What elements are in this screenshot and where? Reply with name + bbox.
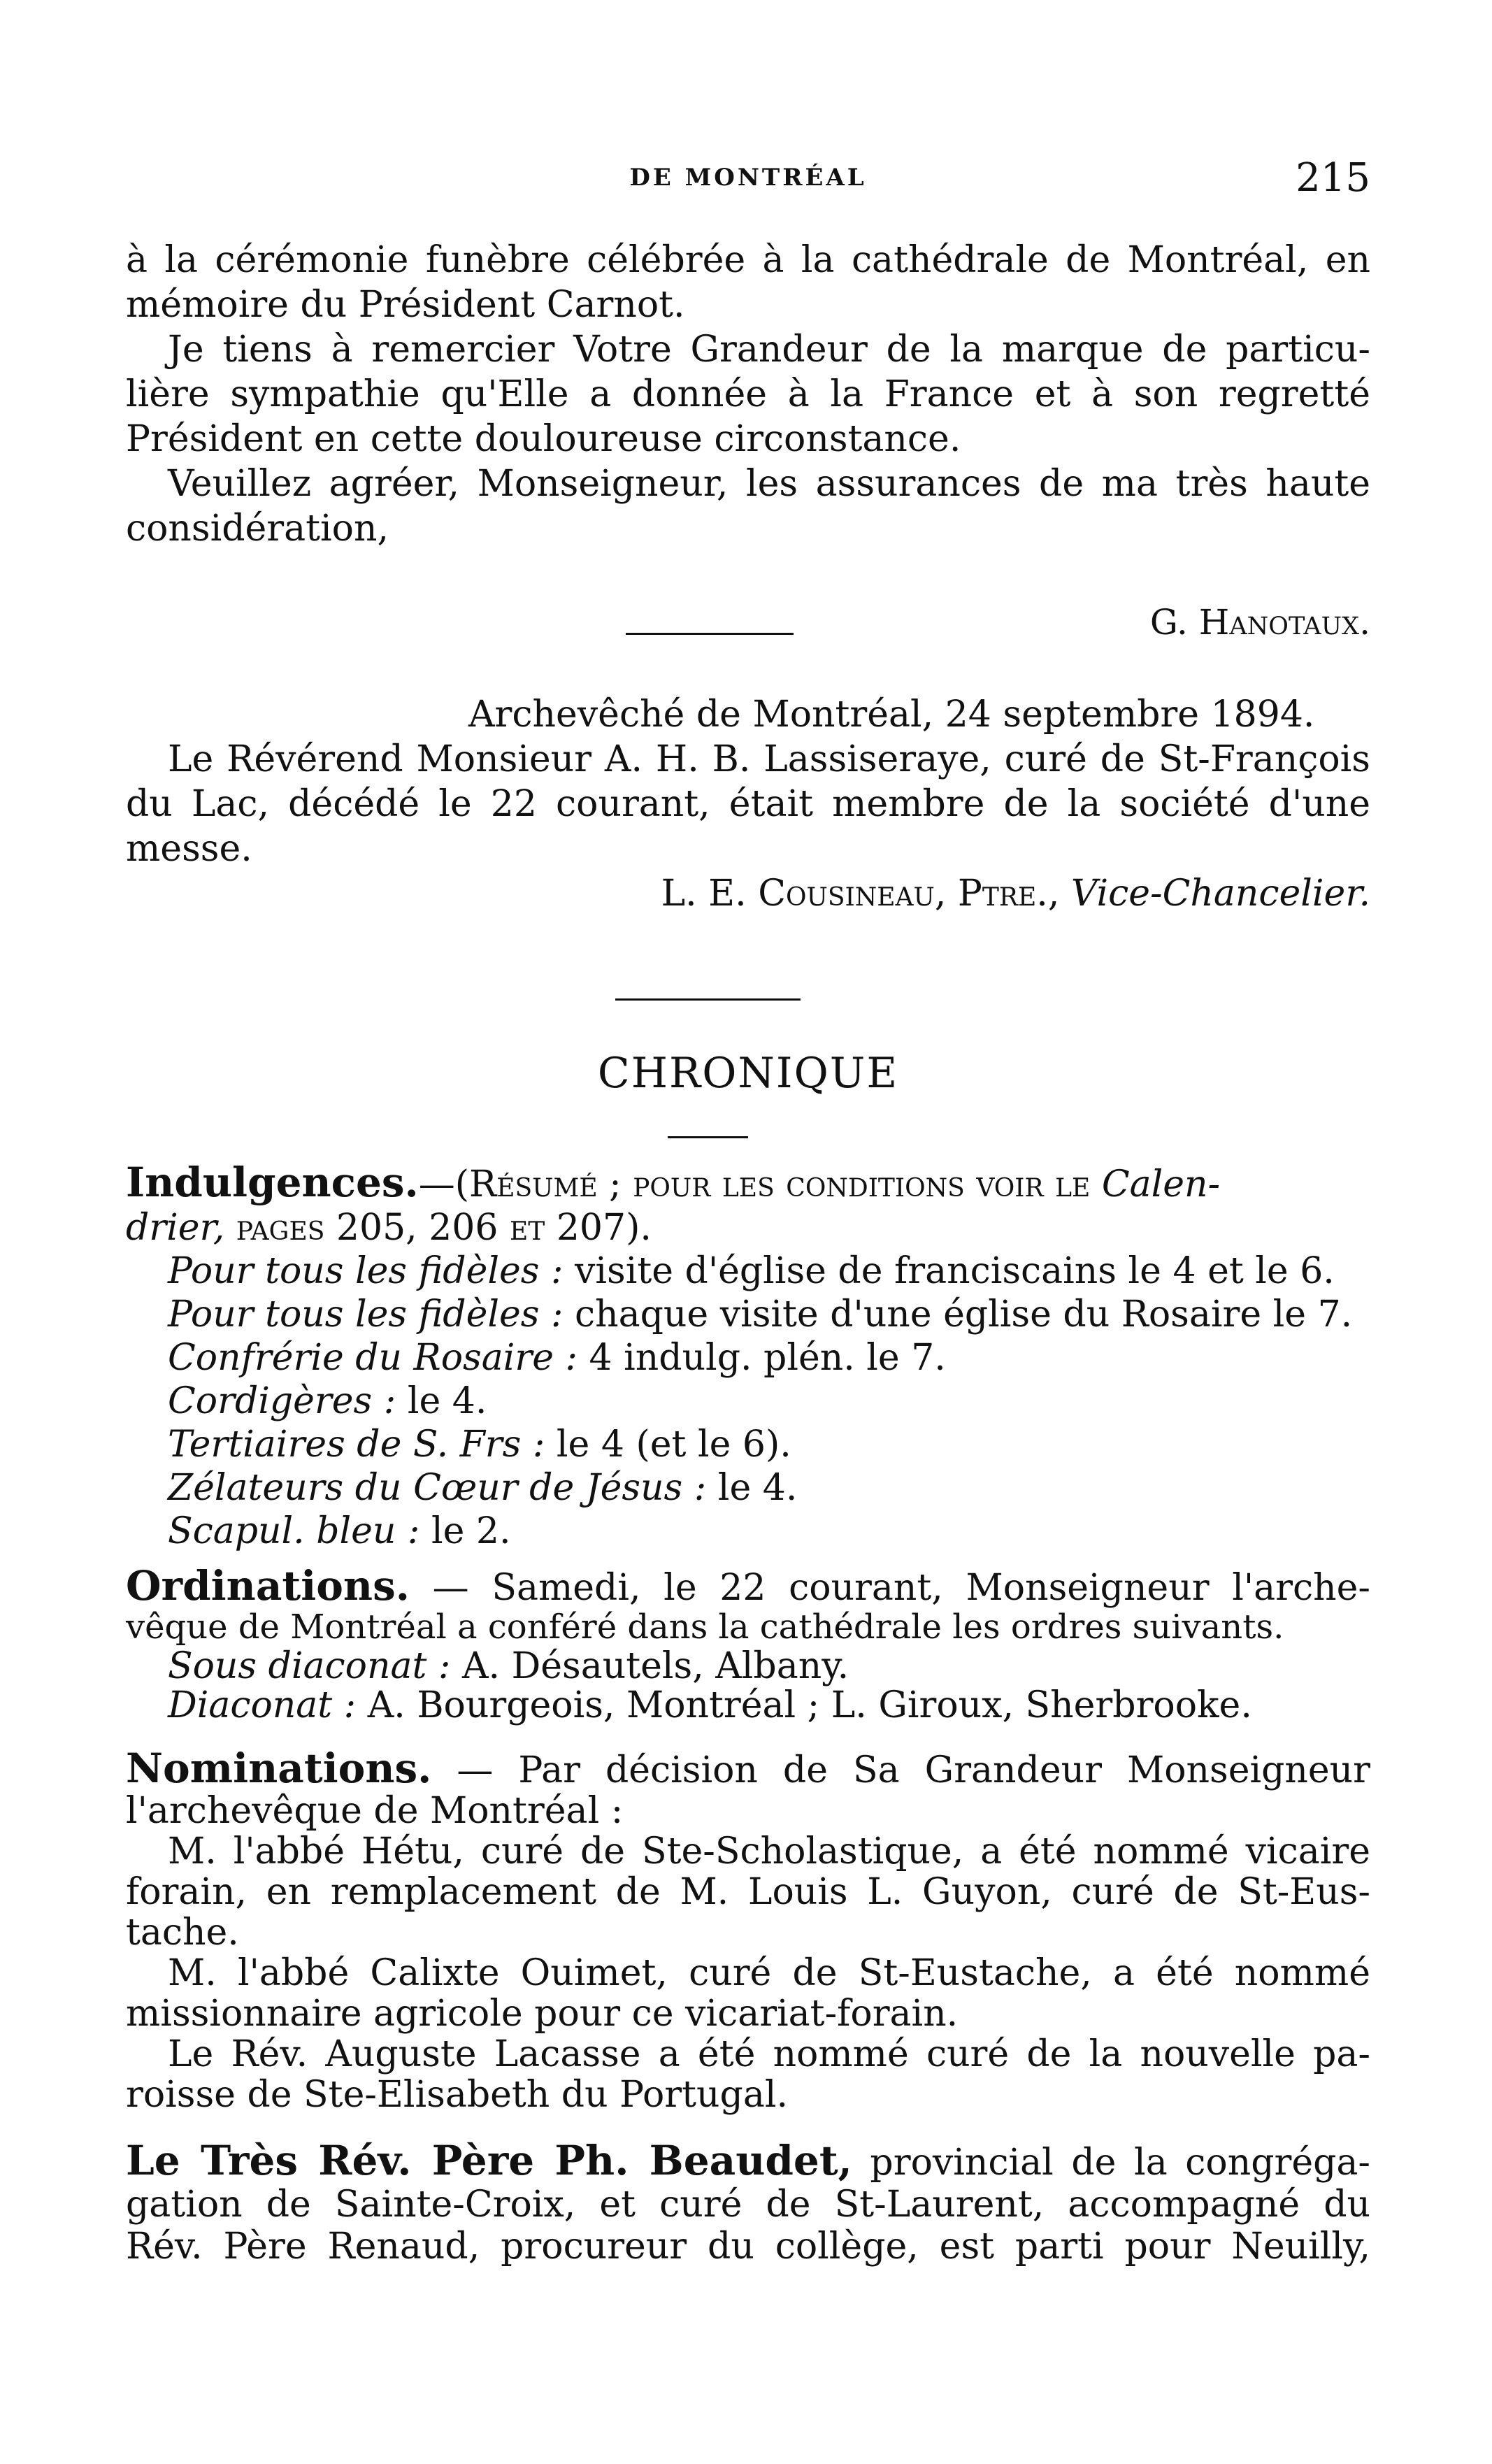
text-line: Président en cette douloureuse circonstance. <box>126 418 961 460</box>
section-rule <box>615 998 801 1001</box>
list-item: Confrérie du Rosaire : 4 indulg. plén. le 7. <box>168 1337 946 1379</box>
heading-rule <box>668 1136 748 1138</box>
text-line: considération, <box>126 508 389 550</box>
text-line: Je tiens à remercier Votre Grandeur de la marque de particu- <box>168 329 1370 371</box>
list-item: Zélateurs du Cœur de Jésus : le 4. <box>168 1467 798 1509</box>
signature-title: Vice-Chancelier. <box>1070 873 1370 915</box>
indulgences-lead: Indulgences. <box>126 1159 419 1206</box>
text-line: l'archevêque de Montréal : <box>126 1790 624 1832</box>
text-line: gation de Sainte-Croix, et curé de St-Laurent, accompagné du <box>126 2184 1370 2226</box>
ordinations-intro: Ordinations. — Samedi, le 22 courant, Monseigneur l'arche- <box>126 1562 1370 1610</box>
running-title: DE MONTRÉAL <box>629 164 867 192</box>
list-item: Cordigères : le 4. <box>168 1380 487 1422</box>
nominations-section <box>126 1745 1370 2116</box>
signature-name: L. E. Cousineau, Ptre., <box>661 873 1060 915</box>
list-item: Sous diaconat : A. Désautels, Albany. <box>168 1645 849 1687</box>
text-line: forain, en remplacement de M. Louis L. Guyon, curé de St-Eus- <box>126 1871 1370 1913</box>
notice-signature <box>126 871 1370 916</box>
text-line: Le Révérend Monsieur A. H. B. Lassiseraye, curé de St-François <box>168 738 1370 780</box>
page-header <box>126 155 1370 204</box>
list-item: Scapul. bleu : le 2. <box>168 1510 511 1552</box>
page <box>126 0 1370 2464</box>
nominations-intro: Nominations. — Par décision de Sa Grandeur Monseigneur <box>126 1745 1370 1792</box>
text-line: vêque de Montréal a conféré dans la cathédrale les ordres suivants. <box>126 1607 1284 1647</box>
text-line: messe. <box>126 828 252 870</box>
text-line: M. l'abbé Calixte Ouimet, curé de St-Eustache, a été nommé <box>168 1952 1370 1994</box>
indulgences-intro-cont: drier, pages 205, 206 et 207). <box>126 1207 652 1249</box>
list-item: Pour tous les fidèles : visite d'église de franciscains le 4 et le 6. <box>168 1250 1335 1292</box>
section-heading: CHRONIQUE <box>597 1049 899 1098</box>
text-line: Rév. Père Renaud, procureur du collège, est parti pour Neuilly, <box>126 2226 1370 2268</box>
ordinations-section <box>126 1562 1370 1726</box>
text-line: à la cérémonie funèbre célébrée à la cathédrale de Montréal, en <box>126 239 1370 281</box>
page-number: 215 <box>1296 155 1370 201</box>
final-intro: Le Très Rév. Père Ph. Beaudet, provincial de la congréga- <box>126 2137 1371 2184</box>
notice-body <box>126 692 1370 916</box>
final-paragraph <box>126 2137 1371 2268</box>
list-item: Diaconat : A. Bourgeois, Montréal ; L. Giroux, Sherbrooke. <box>168 1684 1252 1726</box>
text-line: Le Rév. Auguste Lacasse a été nommé curé de la nouvelle pa- <box>168 2033 1370 2075</box>
text-line: mémoire du Président Carnot. <box>126 284 685 326</box>
text-line: du Lac, décédé le 22 courant, était membre de la société d'une <box>126 783 1370 825</box>
text-line: Veuillez agréer, Monseigneur, les assurances de ma très haute <box>168 463 1370 505</box>
letter-body <box>126 238 1370 551</box>
list-item: Pour tous les fidèles : chaque visite d'une église du Rosaire le 7. <box>168 1294 1353 1335</box>
signature-hanotaux: G. Hanotaux. <box>1149 602 1370 643</box>
text-line: tache. <box>126 1912 239 1954</box>
indulgences-intro: Indulgences.—(Résumé ; pour les conditions voir le Calen- <box>126 1159 1221 1206</box>
text-line: roisse de Ste-Elisabeth du Portugal. <box>126 2074 788 2116</box>
text-line: lière sympathie qu'Elle a donnée à la France et à son regretté <box>126 373 1370 415</box>
list-item: Tertiaires de S. Frs : le 4 (et le 6). <box>168 1424 791 1466</box>
indulgences-section <box>126 1161 1370 1553</box>
text-line: M. l'abbé Hétu, curé de Ste-Scholastique, a été nommé vicaire <box>168 1831 1370 1872</box>
dateline: Archevêché de Montréal, 24 septembre 1894. <box>468 694 1315 736</box>
text-line: missionnaire agricole pour ce vicariat-forain. <box>126 1993 959 2035</box>
